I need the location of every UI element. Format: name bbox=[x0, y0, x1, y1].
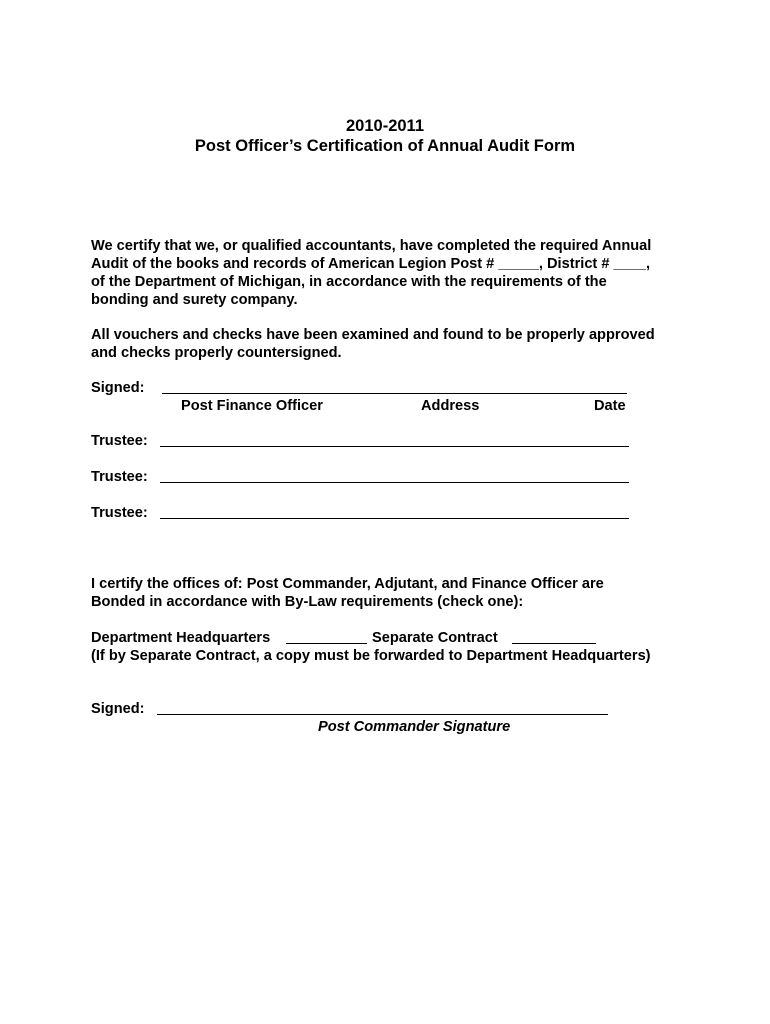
trustee-label: Trustee: bbox=[91, 469, 148, 485]
trustee-label: Trustee: bbox=[91, 505, 148, 521]
separate-contract-note: (If by Separate Contract, a copy must be forwarded to Department Headquarters) bbox=[91, 648, 651, 664]
form-title: Post Officer’s Certification of Annual Audit Form bbox=[194, 137, 576, 155]
trustee-label: Trustee: bbox=[91, 433, 148, 449]
form-year: 2010-2011 bbox=[346, 117, 424, 135]
option-department-headquarters: Department Headquarters bbox=[91, 630, 271, 646]
certification-line-1: We certify that we, or qualified accountants, have completed the required Annual bbox=[91, 238, 652, 254]
vouchers-line-2: and checks properly countersigned. bbox=[91, 345, 342, 361]
vouchers-line-1: All vouchers and checks have been examined and found to be properly approved bbox=[91, 327, 655, 343]
department-headquarters-check-line[interactable] bbox=[286, 643, 367, 644]
caption-post-finance-officer: Post Finance Officer bbox=[181, 398, 323, 414]
option-separate-contract: Separate Contract bbox=[372, 630, 498, 646]
certification-line-4: bonding and surety company. bbox=[91, 292, 298, 308]
caption-address: Address bbox=[421, 398, 480, 414]
trustee-signature-line-3[interactable] bbox=[160, 518, 629, 519]
caption-date: Date bbox=[594, 398, 626, 414]
bonding-line-1: I certify the offices of: Post Commander, Adjutant, and Finance Officer are bbox=[91, 576, 604, 592]
caption-post-commander-signature: Post Commander Signature bbox=[318, 719, 511, 735]
signed-label: Signed: bbox=[91, 380, 145, 396]
commander-signed-label: Signed: bbox=[91, 701, 145, 717]
commander-signature-line[interactable] bbox=[157, 714, 608, 715]
certification-line-2: Audit of the books and records of American Legion Post # _____, District # ____, bbox=[91, 256, 651, 272]
bonding-line-2: Bonded in accordance with By-Law requirements (check one): bbox=[91, 594, 524, 610]
trustee-signature-line-2[interactable] bbox=[160, 482, 629, 483]
separate-contract-check-line[interactable] bbox=[512, 643, 596, 644]
certification-line-3: of the Department of Michigan, in accordance with the requirements of the bbox=[91, 274, 607, 290]
trustee-signature-line-1[interactable] bbox=[160, 446, 629, 447]
finance-officer-signature-line[interactable] bbox=[162, 393, 627, 394]
